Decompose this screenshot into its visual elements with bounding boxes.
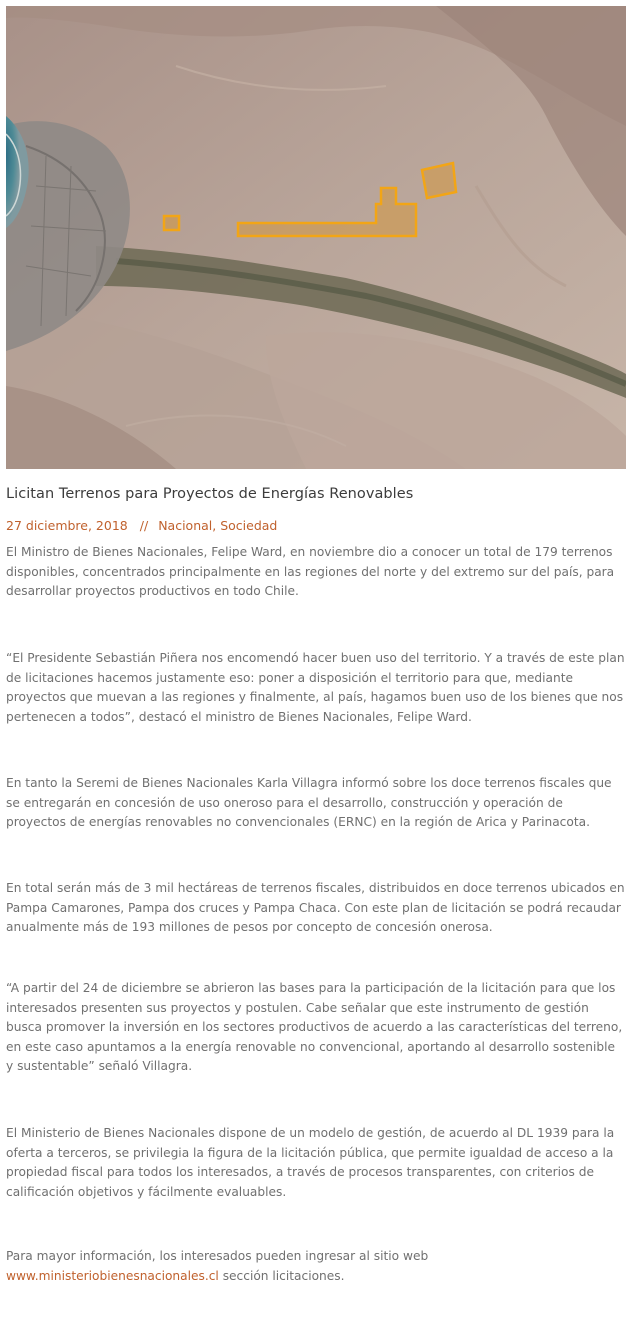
paragraph-7-text: Para mayor información, los interesados pueden ingresar al sitio web xyxy=(6,1249,429,1263)
paragraph-4: En total serán más de 3 mil hectáreas de terrenos fiscales, distribuidos en doce terrenos ubicados en Pampa Camarones, Pampa dos cruces y Pampa Chaca. Con este plan de licitación se podrá recaudar anualmente más de 193 millones de pesos por concepto de concesión onerosa. xyxy=(6,881,625,934)
paragraph-1: El Ministro de Bienes Nacionales, Felipe Ward, en noviembre dio a conocer un total de 179 terrenos disponibles, concentrados principalmente en las regiones del norte y del extremo sur del país, para desarrollar proyectos productivos en todo Chile. xyxy=(6,545,615,598)
category-link-nacional[interactable]: Nacional xyxy=(158,518,213,533)
satellite-map-image xyxy=(6,6,626,469)
paragraph-7-tail: sección licitaciones. xyxy=(218,1268,345,1283)
category-link-sociedad[interactable]: Sociedad xyxy=(220,518,278,533)
category-separator: , xyxy=(212,518,221,533)
post-date: 27 diciembre, 2018 xyxy=(6,518,128,533)
meta-separator: // xyxy=(139,518,149,533)
parcel-outline xyxy=(164,216,179,230)
paragraph-7 xyxy=(6,1247,626,1286)
paragraph-2: “El Presidente Sebastián Piñera nos encomendó hacer buen uso del territorio. Y a través de este plan de licitaciones hacemos justamente eso: poner a disposición el territorio para que, mediante proyectos que muevan a las regiones y finalmente, al país, hagamos buen uso de los bienes que nos pertenecen a todos”, destacó el ministro de Bienes Nacionales, Felipe Ward. xyxy=(6,651,625,724)
paragraph-3: En tanto la Seremi de Bienes Nacionales Karla Villagra informó sobre los doce terrenos fiscales que se entregarán en concesión de uso oneroso para el desarrollo, construcción y operación de proyectos de energías renovables no convencionales (ERNC) en la región de Arica y Parinacota. xyxy=(6,776,612,829)
parcel-outline xyxy=(422,163,456,198)
paragraph-6: El Ministerio de Bienes Nacionales dispone de un modelo de gestión, de acuerdo al DL 1939 para la oferta a terceros, se privilegia la figura de la licitación pública, que permite igualdad de acceso a la propiedad fiscal para todos los interesados, a través de procesos transparentes, con criterios de calificación objetivos y fácilmente evaluables. xyxy=(6,1126,615,1199)
ministry-website-link[interactable]: www.ministeriobienesnacionales.cl xyxy=(6,1268,219,1283)
article-meta xyxy=(6,518,277,533)
paragraph-5: “A partir del 24 de diciembre se abrieron las bases para la participación de la licitación para que los interesados presenten sus proyectos y postulen. Cabe señalar que este instrumento de gestión busca promover la inversión en los sectores productivos de acuerdo a las características del terreno, en este caso apuntamos a la energía renovable no convencional, aportando al desarrollo sostenible y sustentable” señaló Villagra. xyxy=(6,981,623,1073)
article-title: Licitan Terrenos para Proyectos de Energías Renovables xyxy=(6,486,414,502)
